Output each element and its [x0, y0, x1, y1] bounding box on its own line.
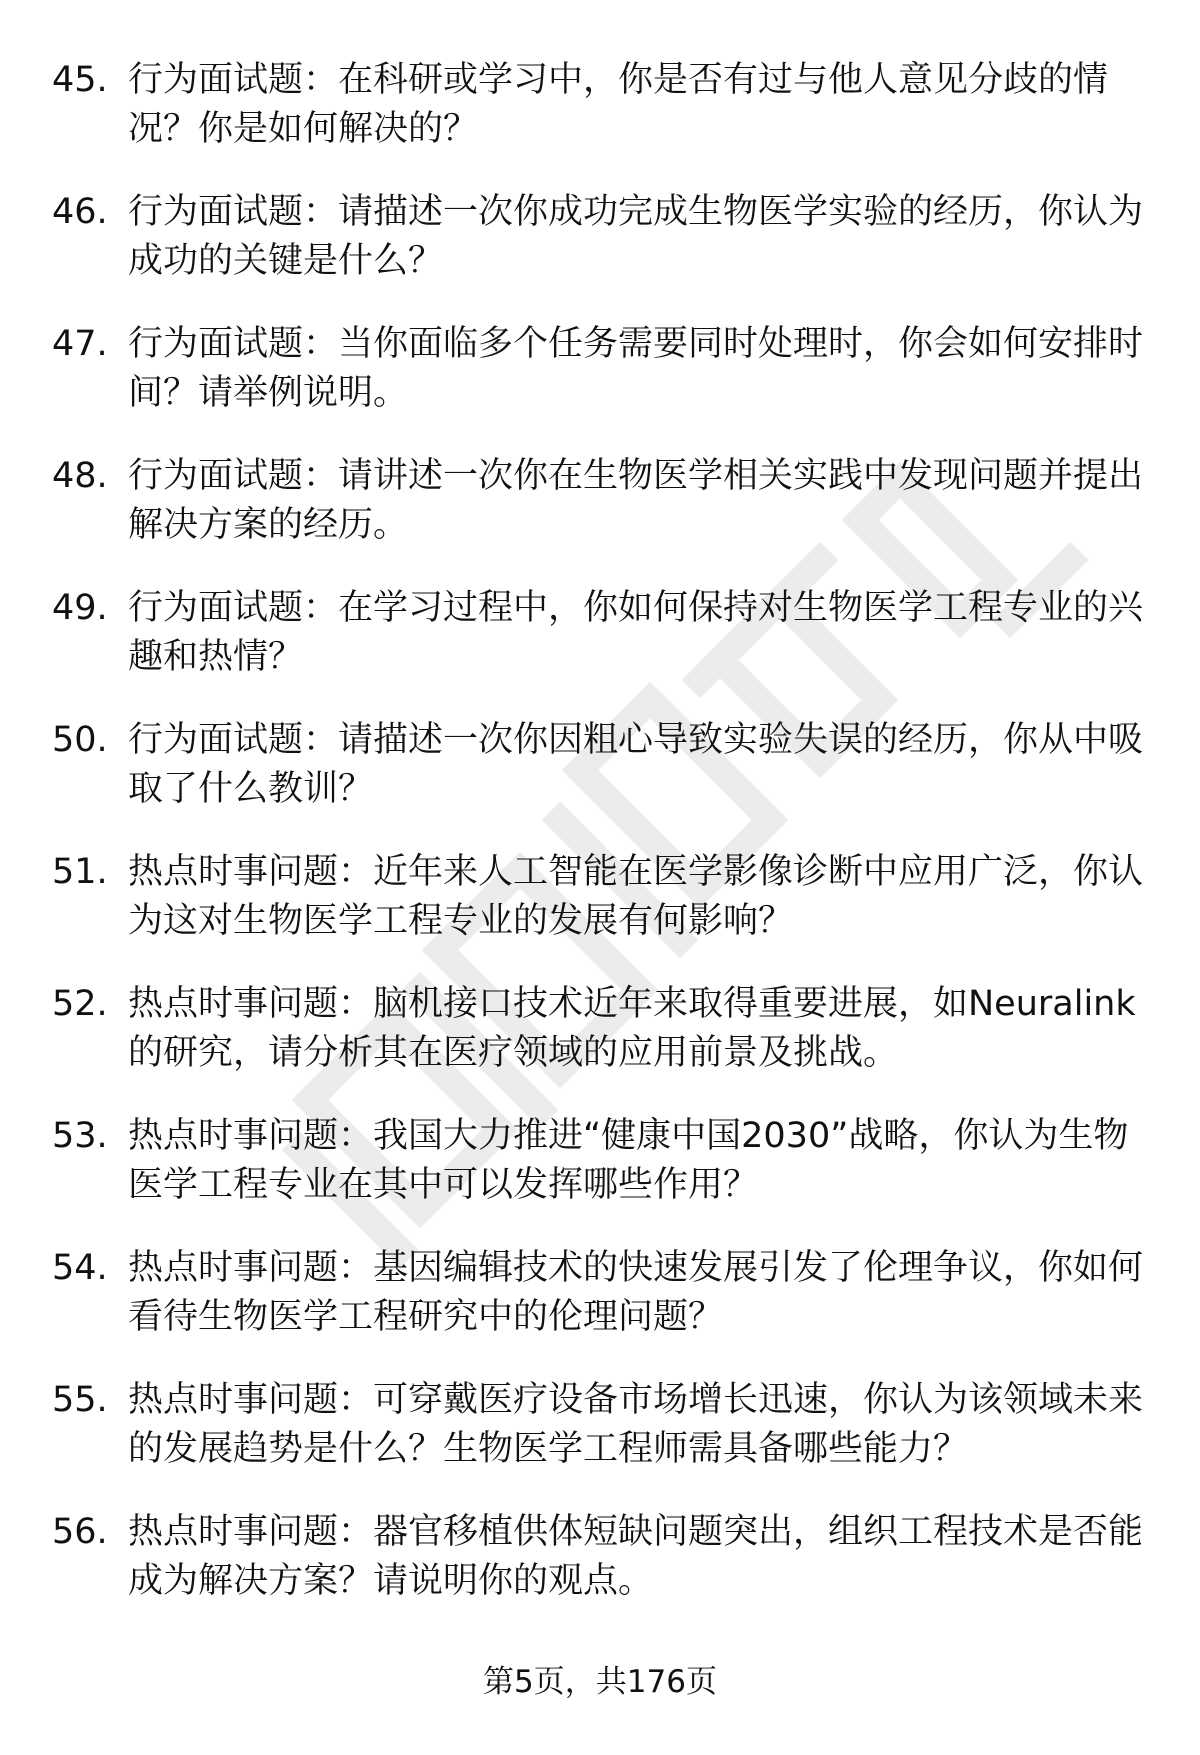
question-number: 56.: [52, 1512, 108, 1552]
question-text: 热点时事问题：脑机接口技术近年来取得重要进展，如Neuralink的研究，请分析其在医疗领域的应用前景及挑战。: [128, 984, 1136, 1073]
question-number: 55.: [52, 1380, 108, 1420]
question-text: 热点时事问题：我国大力推进“健康中国2030”战略，你认为生物医学工程专业在其中可以发挥哪些作用？: [128, 1116, 1129, 1205]
question-item: [52, 980, 1152, 1078]
question-item: [52, 716, 1152, 814]
question-text: 行为面试题：请讲述一次你在生物医学相关实践中发现问题并提出解决方案的经历。: [128, 456, 1144, 545]
question-item: [52, 320, 1152, 418]
question-number: 52.: [52, 984, 108, 1024]
page-number-label: 第5页，共176页: [483, 1664, 717, 1700]
question-number: 48.: [52, 456, 108, 496]
question-text: 热点时事问题：可穿戴医疗设备市场增长迅速，你认为该领域未来的发展趋势是什么？生物医学工程师需具备哪些能力？: [128, 1380, 1144, 1469]
question-text: 热点时事问题：近年来人工智能在医学影像诊断中应用广泛，你认为这对生物医学工程专业的发展有何影响？: [128, 852, 1144, 941]
question-text: 行为面试题：在学习过程中，你如何保持对生物医学工程专业的兴趣和热情？: [128, 588, 1144, 677]
question-text: 行为面试题：请描述一次你因粗心导致实验失误的经历，你从中吸取了什么教训？: [128, 720, 1144, 809]
question-item: [52, 452, 1152, 550]
question-item: [52, 1376, 1152, 1474]
question-number: 47.: [52, 324, 108, 364]
question-number: 49.: [52, 588, 108, 628]
question-text: 热点时事问题：基因编辑技术的快速发展引发了伦理争议，你如何看待生物医学工程研究中的伦理问题？: [128, 1248, 1144, 1337]
question-number: 54.: [52, 1248, 108, 1288]
question-number: 53.: [52, 1116, 108, 1156]
question-text: 行为面试题：当你面临多个任务需要同时处理时，你会如何安排时间？请举例说明。: [128, 324, 1144, 413]
question-number: 45.: [52, 60, 108, 100]
question-item: [52, 584, 1152, 682]
question-item: [52, 1508, 1152, 1606]
question-list: [52, 56, 1152, 1640]
page-footer: [0, 1660, 1200, 1704]
question-item: [52, 188, 1152, 286]
question-number: 46.: [52, 192, 108, 232]
question-item: [52, 1244, 1152, 1342]
question-item: [52, 848, 1152, 946]
question-text: 热点时事问题：器官移植供体短缺问题突出，组织工程技术是否能成为解决方案？请说明你的观点。: [128, 1512, 1144, 1601]
question-item: [52, 56, 1152, 154]
question-item: [52, 1112, 1152, 1210]
question-number: 50.: [52, 720, 108, 760]
question-text: 行为面试题：在科研或学习中，你是否有过与他人意见分歧的情况？你是如何解决的？: [128, 60, 1109, 149]
question-number: 51.: [52, 852, 108, 892]
question-text: 行为面试题：请描述一次你成功完成生物医学实验的经历，你认为成功的关键是什么？: [128, 192, 1144, 281]
